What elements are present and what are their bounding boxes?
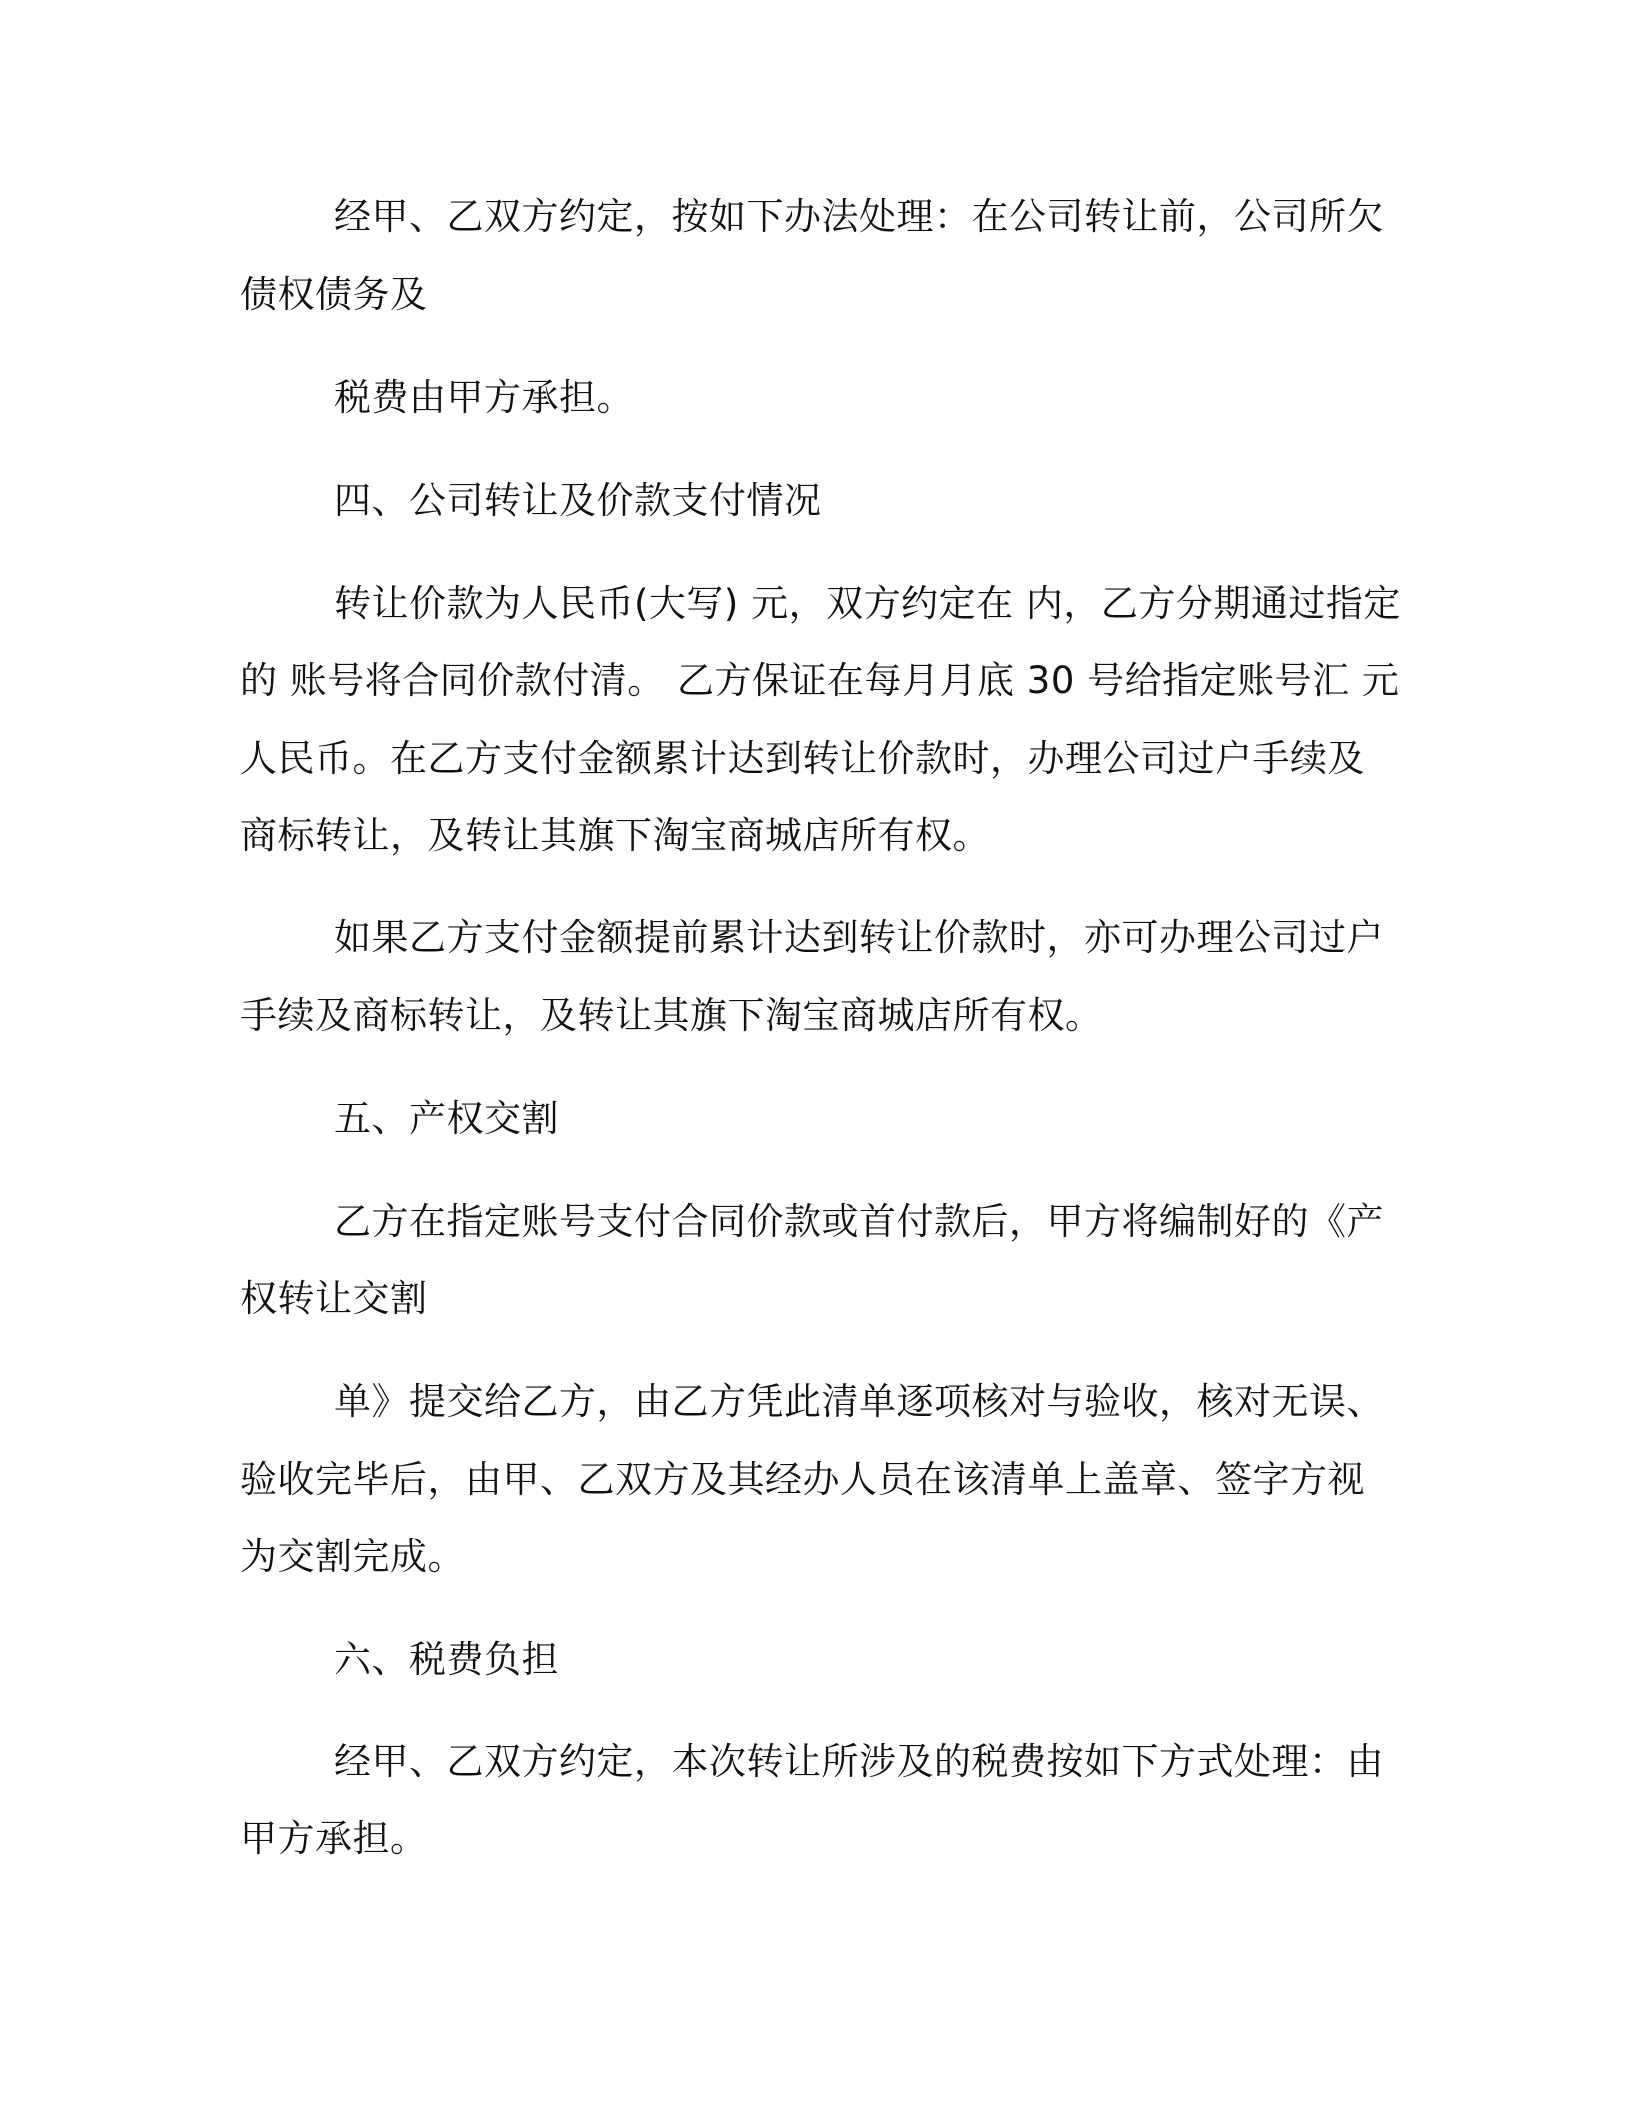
paragraph-line: 乙方在指定账号支付合同价款或首付款后，甲方将编制好的《产 <box>334 1200 1384 1243</box>
paragraph-line: 为交割完成。 <box>240 1535 465 1578</box>
paragraph-line: 单》提交给乙方，由乙方凭此清单逐项核对与验收，核对无误、 <box>334 1380 1384 1423</box>
paragraph-line: 甲方承担。 <box>240 1817 428 1860</box>
paragraph-line: 人民币。在乙方支付金额累计达到转让价款时，办理公司过户手续及 <box>240 737 1365 780</box>
paragraph-line: 验收完毕后，由甲、乙双方及其经办人员在该清单上盖章、签字方视 <box>240 1458 1365 1501</box>
paragraph-line: 经甲、乙双方约定，按如下办法处理：在公司转让前，公司所欠 <box>334 195 1384 238</box>
paragraph-line: 权转让交割 <box>240 1277 428 1320</box>
section-heading: 六、税费负担 <box>334 1638 559 1681</box>
paragraph-line: 如果乙方支付金额提前累计达到转让价款时，亦可办理公司过户 <box>334 916 1384 959</box>
section-heading: 四、公司转让及价款支付情况 <box>334 479 822 522</box>
paragraph-line: 手续及商标转让，及转让其旗下淘宝商城店所有权。 <box>240 994 1103 1037</box>
paragraph-line: 的 账号将合同价款付清。 乙方保证在每月月底 30 号给指定账号汇 元 <box>240 659 1400 702</box>
paragraph-line: 转让价款为人民币(大写) 元，双方约定在 内，乙方分期通过指定 <box>334 582 1401 625</box>
paragraph-line: 债权债务及 <box>240 273 428 316</box>
section-heading: 五、产权交割 <box>334 1097 559 1140</box>
paragraph-line: 税费由甲方承担。 <box>334 376 634 419</box>
paragraph-line: 经甲、乙双方约定，本次转让所涉及的税费按如下方式处理：由 <box>334 1740 1384 1783</box>
paragraph-line: 商标转让，及转让其旗下淘宝商城店所有权。 <box>240 814 990 857</box>
